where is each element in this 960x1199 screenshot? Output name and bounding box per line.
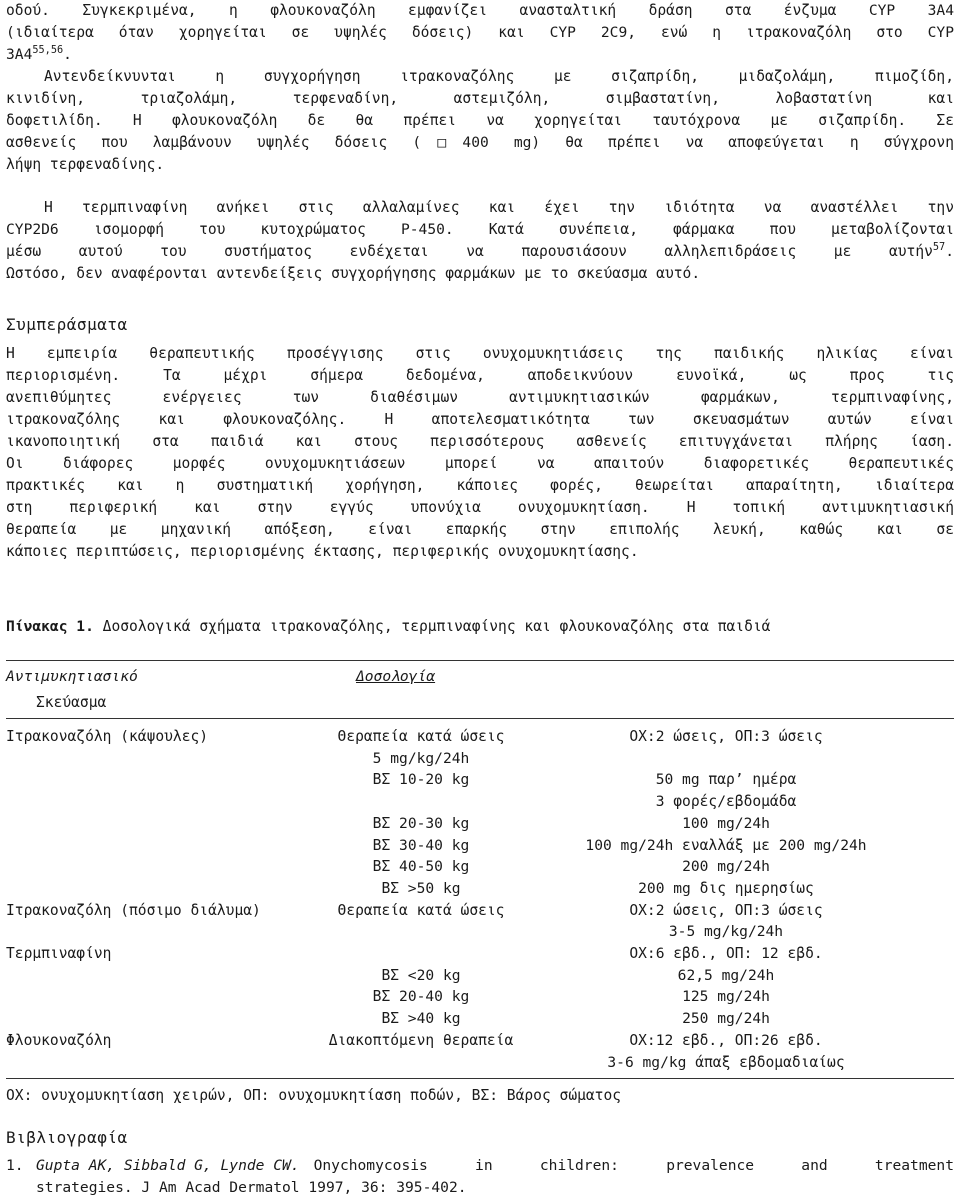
table-cell-regimen: ΒΣ 30-40 kg (372, 837, 470, 854)
table-cell-dose (541, 748, 911, 770)
table-header-agent-sub: Σκεύασμα (36, 694, 107, 711)
reference-line (6, 1155, 954, 1177)
text-line: Αντενδείκνυνται η συγχορήγηση ιτρακοναζόλης με σιζαπρίδη, μιδαζολάμη, πιμοζίδη, (44, 68, 954, 85)
text-line: δοφετιλίδη. Η φλουκοναζόλη δε θα πρέπει να χορηγείται ταυτόχρονα με σιζαπρίδη. Σε (6, 112, 954, 129)
table-cell-dose: 62,5 mg/24h (677, 967, 775, 984)
citation-sup: 57 (932, 242, 946, 254)
table-cell-regimen: Θεραπεία κατά ώσεις (337, 902, 505, 919)
references-heading: Βιβλιογραφία (6, 1128, 128, 1147)
reference-number: 1. (6, 1157, 24, 1174)
table-cell-regimen: ΒΣ 10-20 kg (372, 771, 470, 788)
paragraph-contraindications (6, 66, 954, 176)
table-cell-regimen: ΒΣ >50 kg (381, 880, 461, 897)
reference-item (6, 1155, 954, 1199)
table-footnote: ΟΧ: ονυχομυκητίαση χειρών, ΟΠ: ονυχομυκητίαση ποδών, ΒΣ: Βάρος σώματος (6, 1087, 622, 1104)
table-cell-dose: 3 φορές/εβδομάδα (655, 793, 797, 810)
table-cell-regimen: Θεραπεία κατά ώσεις (337, 728, 505, 745)
table-cell-regimen: ΒΣ >40 kg (381, 1010, 461, 1027)
reference-line: strategies. J Am Acad Dermatol 1997, 36: 395-402. (36, 1179, 467, 1196)
reference-title: Onychomycosis in children: prevalence and treatment (313, 1157, 954, 1174)
text-line: λήψη τερφεναδίνης. (6, 156, 165, 173)
table-cell-dose: ΟΧ:2 ώσεις, ΟΠ:3 ώσεις (629, 902, 823, 919)
table-cell-dose: ΟΧ:6 εβδ., ΟΠ: 12 εβδ. (629, 945, 823, 962)
text-line: θεραπεία με μηχανική απόξεση, είναι επαρκής στην επιπολής λευκή, καθώς και σε (6, 521, 954, 538)
table-cell-dose: 200 mg δις ημερησίως (638, 880, 814, 897)
text-line: μέσω αυτού του συστήματος ενδέχεται να παρουσιάσουν αλληλεπιδράσεις με αυτήν$^{57}$. (6, 242, 954, 260)
table-cell-dose: 125 mg/24h (682, 988, 770, 1005)
reference-authors: Gupta AK, Sibbald G, Lynde CW. (36, 1157, 300, 1174)
table-cell-agent: Ιτρακοναζόλη (κάψουλες) (6, 728, 209, 745)
table-cell-dose: 100 mg/24h εναλλάξ με 200 mg/24h (585, 837, 867, 854)
text-line: (ιδιαίτερα όταν χορηγείται σε υψηλές δόσεις) και CYP 2C9, ενώ η ιτρακοναζόλη στο CYP (6, 24, 954, 41)
table-header-agent: Αντιμυκητιασικό (6, 668, 138, 685)
table-cell-dose: 3-6 mg/kg άπαξ εβδομαδιαίως (607, 1054, 845, 1071)
table-cell-agent: Τερμπιναφίνη (6, 945, 112, 962)
table-header-rule (6, 718, 954, 719)
table-cell-dose: 50 mg παρ’ ημέρα (655, 771, 797, 788)
table-cell-dose: 100 mg/24h (682, 815, 770, 832)
table-bottom-rule (6, 1078, 954, 1079)
table-cell-agent: Φλουκοναζόλη (6, 1032, 112, 1049)
table-cell-dose: 3-5 mg/kg/24h (668, 923, 784, 940)
table-cell-regimen (271, 921, 571, 943)
table-cell-regimen: Διακοπτόμενη θεραπεία (328, 1032, 514, 1049)
table-cell-regimen: 5 mg/kg/24h (372, 750, 470, 767)
table-cell-regimen: ΒΣ 20-40 kg (372, 988, 470, 1005)
text-line: Η τερμπιναφίνη ανήκει στις αλλαλαμίνες και έχει την ιδιότητα να αναστέλλει την (44, 199, 954, 216)
text-line: κινιδίνη, τριαζολάμη, τερφεναδίνη, αστεμιζόλη, σιμβαστατίνη, λοβαστατίνη και (6, 90, 954, 107)
table-cell-regimen: ΒΣ 20-30 kg (372, 815, 470, 832)
text-line: πρακτικές και η συστηματική χορήγηση, κάποιες φορές, θεωρείται απαραίτητη, ιδιαίτερα (6, 477, 954, 494)
text-line: κάποιες περιπτώσεις, περιορισμένης έκτασης, περιφερικής ονυχομυκητίασης. (6, 543, 639, 560)
table-cell-dose: 200 mg/24h (682, 858, 770, 875)
table-cell-dose: ΟΧ:2 ώσεις, ΟΠ:3 ώσεις (629, 728, 823, 745)
text-line: οδού. Συγκεκριμένα, η φλουκοναζόλη εμφανίζει ανασταλτική δράση στα ένζυμα CYP 3A4 (6, 2, 954, 19)
paragraph-terbinafine (6, 197, 954, 285)
table-cell-agent: Ιτρακοναζόλη (πόσιμο διάλυμα) (6, 902, 261, 919)
text-line: Ωστόσο, δεν αναφέρονται αντενδείξεις συγχορήγησης φαρμάκων με το σκεύασμα αυτό. (6, 265, 701, 282)
text-line: Η εμπειρία θεραπευτικής προσέγγισης στις ονυχομυκητιάσεις της παιδικής ηλικίας είναι (6, 345, 954, 362)
table-cell-regimen (271, 791, 571, 813)
table-header-dosage: Δοσολογία (356, 668, 436, 685)
table-cell-regimen (271, 1052, 571, 1074)
table-top-rule (6, 660, 954, 661)
table-cell-dose: 250 mg/24h (682, 1010, 770, 1027)
text-line: CYP2D6 ισομορφή του κυτοχρώματος P-450. Κατά συνέπεια, φάρμακα που μεταβολίζονται (6, 221, 954, 238)
text-line: ικανοποιητική στα παιδιά και στους περισσότερους ασθενείς επιτυγχάνεται πλήρης ίαση. (6, 433, 954, 450)
table-cell-regimen: ΒΣ 40-50 kg (372, 858, 470, 875)
table-caption-label: Πίνακας 1. (6, 618, 94, 635)
text-line: στη περιφερική και στην εγγύς υπονύχια ονυχομυκητίαση. Η τοπική αντιμυκητιασική (6, 499, 954, 516)
text-line: ασθενείς που λαμβάνουν υψηλές δόσεις (□400 mg) θα πρέπει να αποφεύγεται η σύγχρονη (6, 134, 954, 151)
table-cell-regimen: ΒΣ <20 kg (381, 967, 461, 984)
conclusions-heading: Συμπεράσματα (6, 315, 128, 334)
text-line: 3A4$^{55,56}$. (6, 45, 72, 63)
table-cell-dose: ΟΧ:12 εβδ., ΟΠ:26 εβδ. (629, 1032, 823, 1049)
text-line: Οι διάφορες μορφές ονυχομυκητιάσεων μπορεί να απαιτούν διαφορετικές θεραπευτικές (6, 455, 954, 472)
table-cell-regimen (271, 943, 571, 965)
paragraph-conclusions (6, 343, 954, 563)
paragraph-top (6, 0, 954, 66)
table-caption-text: Δοσολογικά σχήματα ιτρακοναζόλης, τερμπιναφίνης και φλουκοναζόλης στα παιδιά (102, 618, 771, 635)
table-caption (6, 616, 770, 638)
text-line: περιορισμένη. Τα μέχρι σήμερα δεδομένα, αποδεικνύουν ευνοϊκά, ως προς τις (6, 367, 954, 384)
text-line: ιτρακοναζόλης και φλουκοναζόλης. Η αποτελεσματικότητα των σκευασμάτων αυτών είναι (6, 411, 954, 428)
citation-sup: 55,56 (32, 45, 64, 57)
text-line: ανεπιθύμητες ενέργειες των διαθέσιμων αντιμυκητιασικών φαρμάκων, τερμπιναφίνης, (6, 389, 954, 406)
